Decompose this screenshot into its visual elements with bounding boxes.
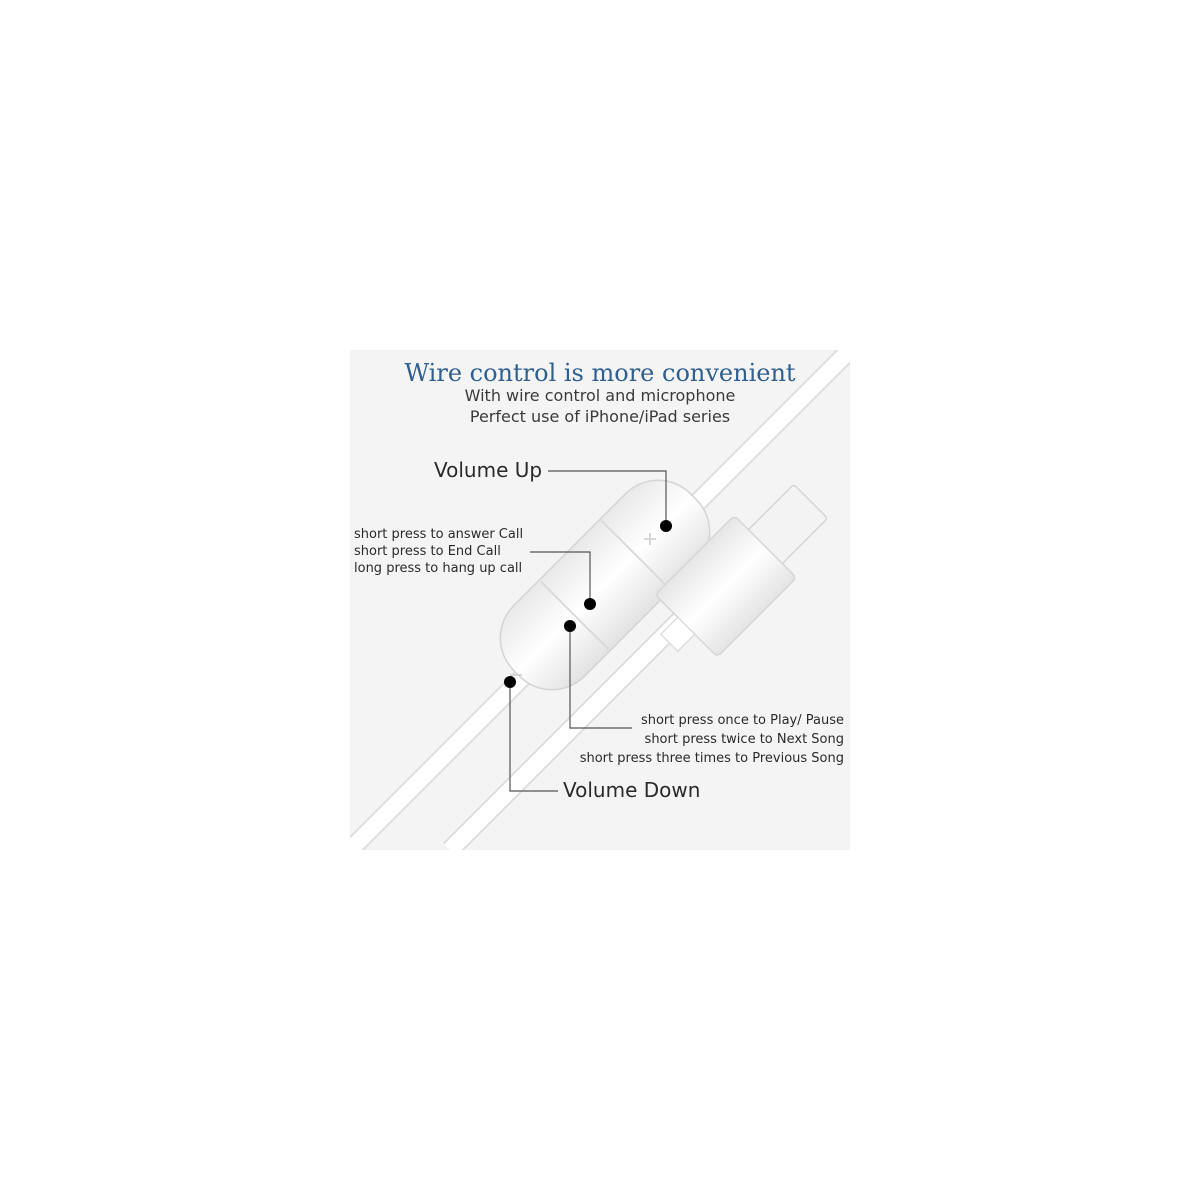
call-line-3: long press to hang up call <box>354 561 523 576</box>
volume-up-label: Volume Up <box>434 458 543 482</box>
subtitle-line-1: With wire control and microphone <box>464 386 736 405</box>
volume-down-dot <box>504 676 516 688</box>
volume-down-label: Volume Down <box>563 778 701 802</box>
call-button-dot <box>584 598 596 610</box>
call-button-description <box>354 526 523 577</box>
play-button-description <box>580 711 844 768</box>
call-line-2: short press to End Call <box>354 544 501 559</box>
headline: Wire control is more convenient <box>404 359 796 387</box>
play-line-3: short press three times to Previous Song <box>579 751 844 766</box>
call-line-1: short press to answer Call <box>354 527 524 542</box>
play-line-1: short press once to Play/ Pause <box>640 713 844 728</box>
product-image-panel <box>350 350 850 850</box>
play-button-dot <box>564 620 576 632</box>
volume-up-dot <box>660 520 672 532</box>
subtitle-line-2: Perfect use of iPhone/iPad series <box>469 407 731 426</box>
play-line-2: short press twice to Next Song <box>644 732 844 747</box>
